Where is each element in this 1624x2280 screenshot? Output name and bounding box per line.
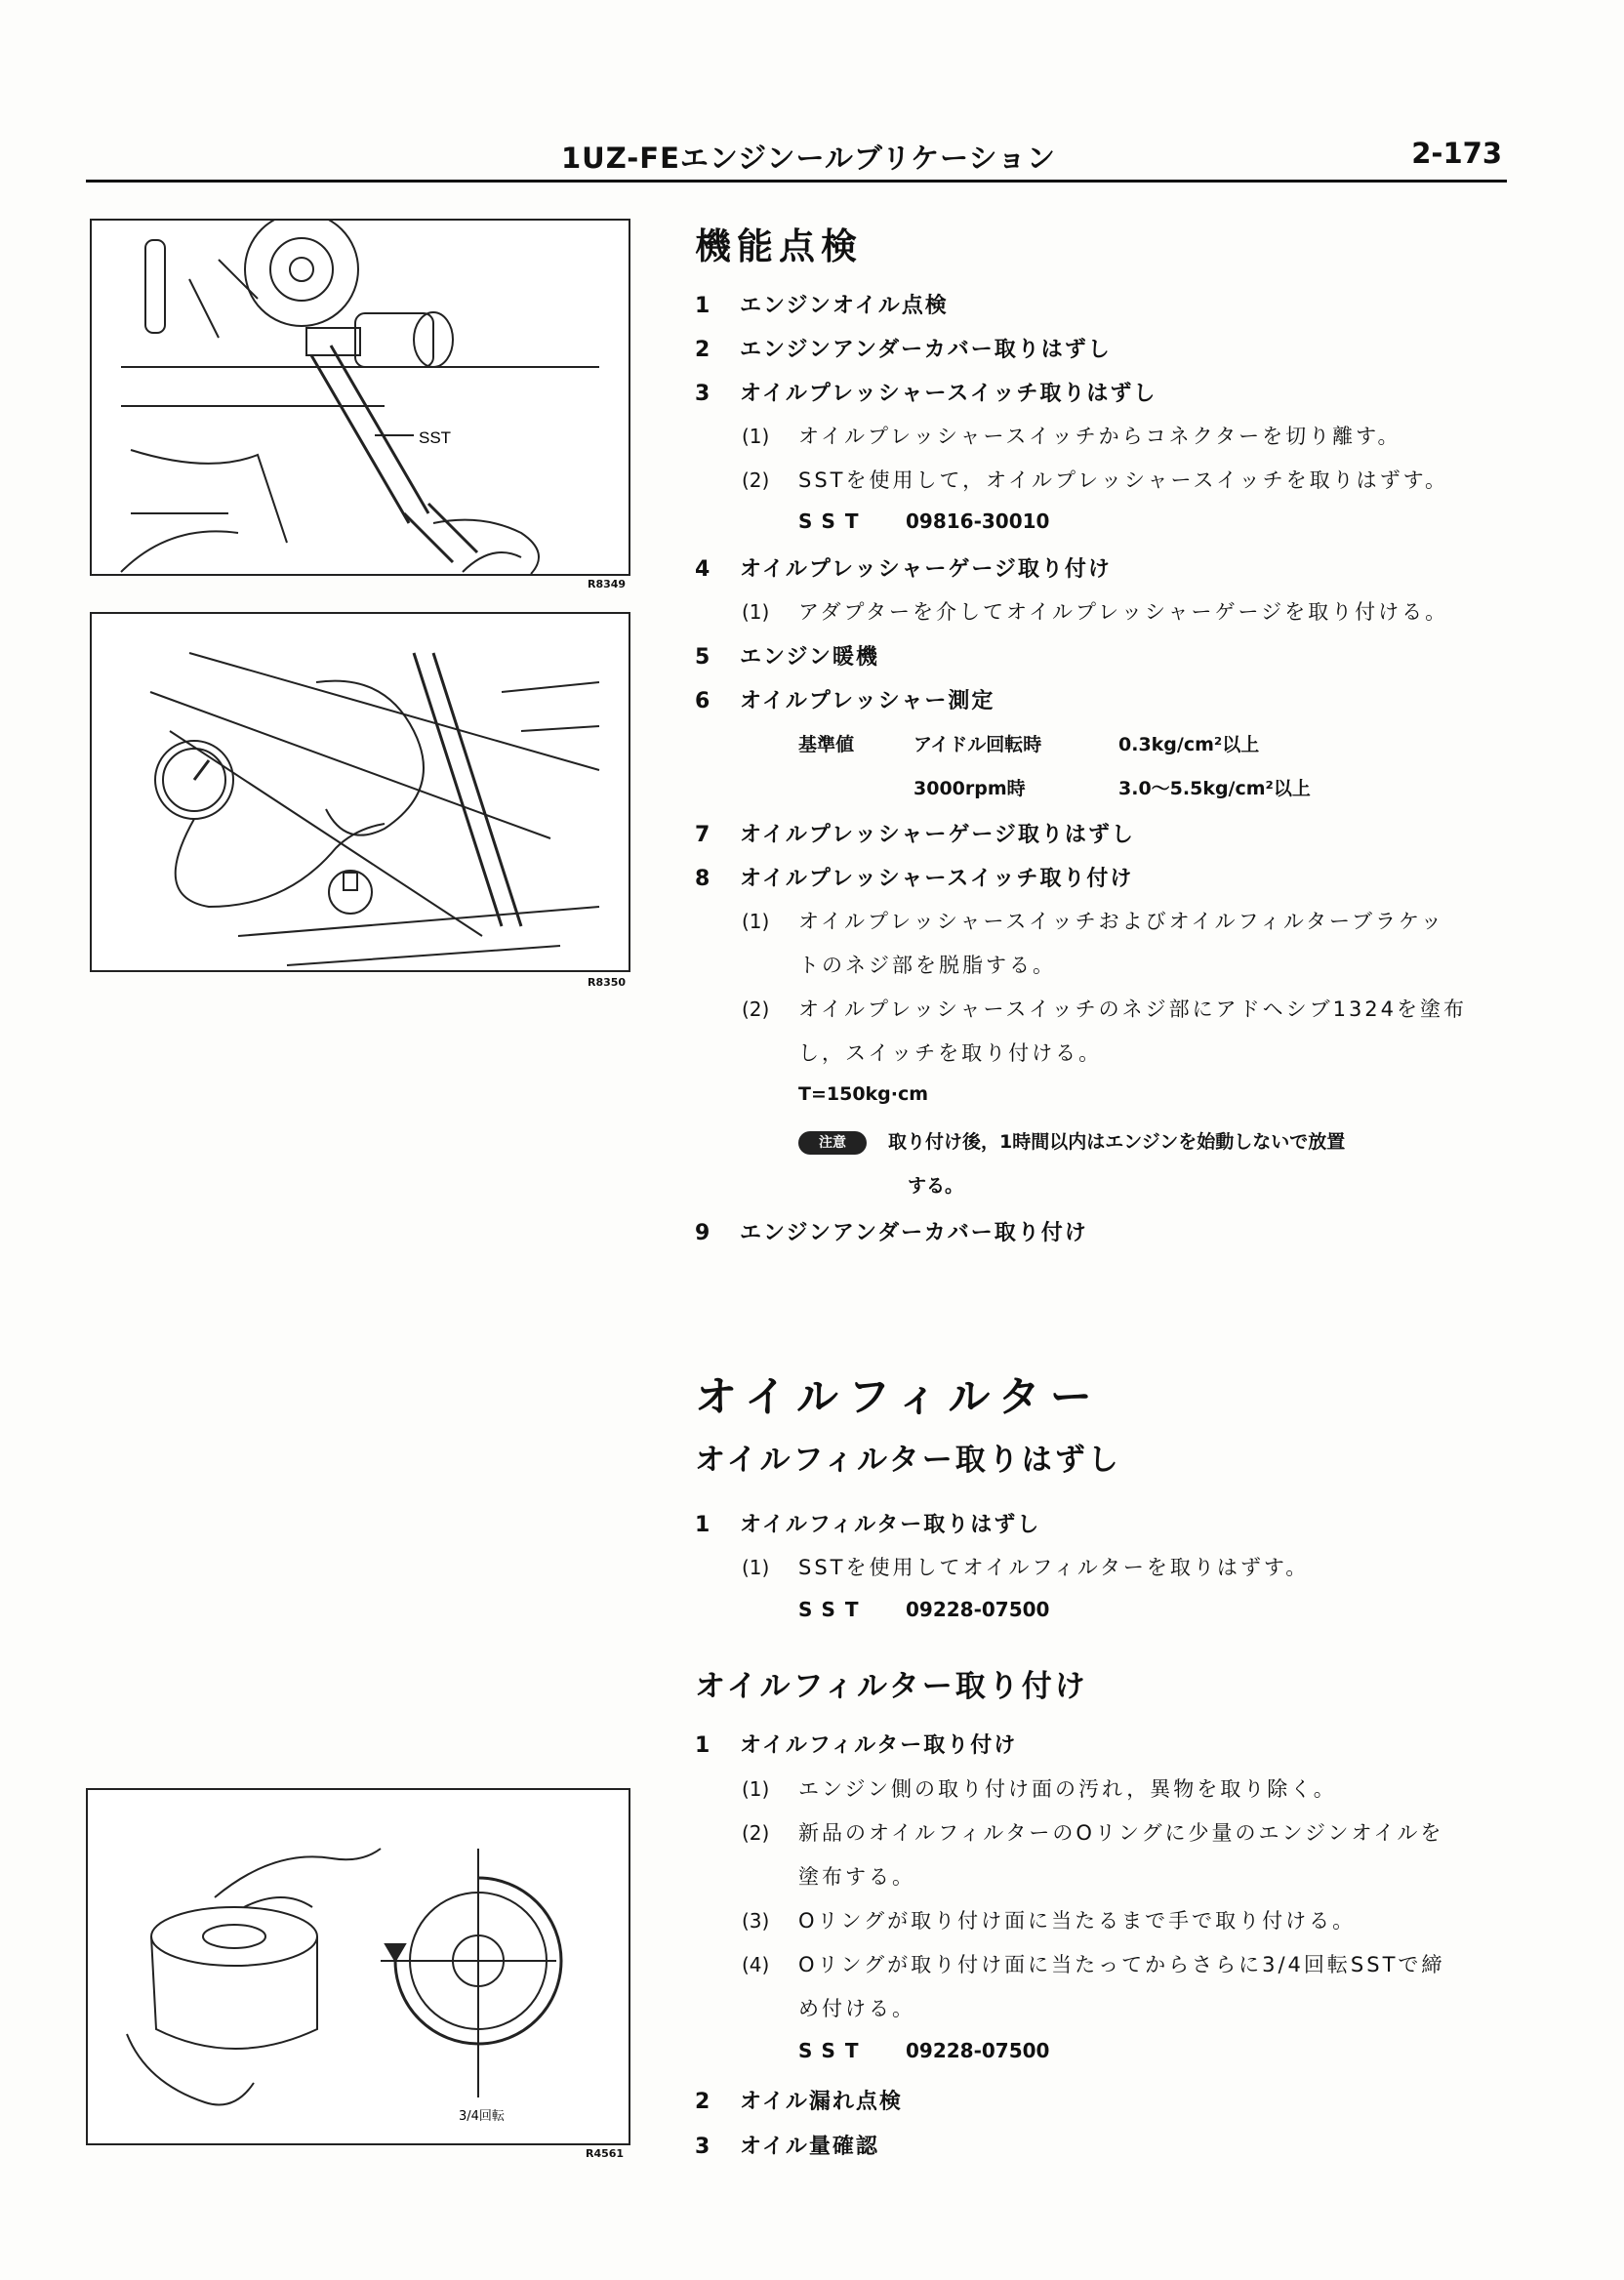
figure-3-label: 3/4回転 (459, 2109, 505, 2124)
engine-sst-illustration (92, 221, 629, 574)
step-2: 2 エンジンアンダーカバー取りはずし (695, 338, 1112, 362)
step-4-1: (1) アダプターを介してオイルプレッシャーゲージを取り付ける。 (742, 600, 1449, 624)
subsection-title-removal: オイルフィルター取りはずし (695, 1443, 1121, 1478)
install-step-1-1: (1) エンジン側の取り付け面の汚れ，異物を取り除く。 (742, 1777, 1337, 1801)
install-step-3: 3 オイル量確認 (695, 2135, 879, 2159)
section-title-function-check: 機能点検 (695, 225, 863, 267)
section-title-oil-filter: オイルフィルター (695, 1373, 1102, 1422)
sst-number-3: SST 09228-07500 (798, 2039, 1050, 2062)
figure-3-code: R4561 (586, 2147, 625, 2160)
step-6: 6 オイルプレッシャー測定 (695, 689, 995, 713)
figure-1-label: SST (419, 428, 452, 447)
install-step-1: 1 オイルフィルター取り付け (695, 1733, 1018, 1758)
caution-note: 注意 取り付け後，1時間以内はエンジンを始動しないで放置 (798, 1127, 1345, 1155)
install-step-1-3: (3) Oリングが取り付け面に当たるまで手で取り付ける。 (742, 1909, 1357, 1933)
removal-step-1: 1 オイルフィルター取りはずし (695, 1513, 1041, 1537)
removal-step-1-1: (1) SSTを使用してオイルフィルターを取りはずす。 (742, 1556, 1310, 1579)
step-3-1: (1) オイルプレッシャースイッチからコネクターを切り離す。 (742, 425, 1401, 448)
install-step-2: 2 オイル漏れ点検 (695, 2090, 903, 2114)
sst-number-2: SST 09228-07500 (798, 1598, 1050, 1621)
spec-3000rpm: 3000rpm時 3.0～5.5kg/cm²以上 (914, 778, 1311, 799)
step-8-2-cont: し，スイッチを取り付ける。 (798, 1041, 1103, 1065)
subsection-title-install: オイルフィルター取り付け (695, 1669, 1088, 1704)
step-8-2: (2) オイルプレッシャースイッチのネジ部にアドヘシブ1324を塗布 (742, 998, 1468, 1021)
step-8-1: (1) オイルプレッシャースイッチおよびオイルフィルターブラケッ (742, 910, 1444, 933)
running-header-title: 1UZ-FEエンジンールブリケーション (561, 142, 1056, 175)
figure-oil-pressure-gauge (90, 612, 630, 972)
spec-idle: 基準値 アイドル回転時 0.3kg/cm²以上 (798, 734, 1260, 755)
step-1: 1 エンジンオイル点検 (695, 294, 949, 318)
step-4: 4 オイルプレッシャーゲージ取り付け (695, 557, 1112, 582)
step-3-2: (2) SSTを使用して，オイルプレッシャースイッチを取りはずす。 (742, 468, 1448, 492)
caution-note-cont: する。 (908, 1175, 964, 1197)
step-7: 7 オイルプレッシャーゲージ取りはずし (695, 823, 1135, 847)
page-number: 2-173 (1411, 137, 1502, 170)
figure-oil-pressure-switch-removal (90, 219, 630, 576)
step-5: 5 エンジン暖機 (695, 645, 879, 670)
install-step-1-2: (2) 新品のオイルフィルターのOリングに少量のエンジンオイルを (742, 1821, 1444, 1845)
torque-spec: T=150kg·cm (798, 1083, 929, 1105)
header-rule (86, 180, 1507, 183)
install-step-1-4-cont: め付ける。 (798, 1997, 915, 2020)
oil-filter-illustration (88, 1790, 629, 2143)
figure-1-code: R8349 (588, 578, 627, 590)
pressure-gauge-illustration (92, 614, 629, 970)
sst-number-1: SST 09816-30010 (798, 509, 1050, 533)
step-8-1-cont: トのネジ部を脱脂する。 (798, 954, 1056, 977)
install-step-1-2-cont: 塗布する。 (798, 1865, 915, 1889)
step-8: 8 オイルプレッシャースイッチ取り付け (695, 867, 1134, 891)
caution-badge: 注意 (798, 1131, 867, 1155)
figure-oil-filter-install (86, 1788, 630, 2145)
figure-2-code: R8350 (588, 976, 627, 989)
step-9: 9 エンジンアンダーカバー取り付け (695, 1221, 1088, 1245)
install-step-1-4: (4) Oリングが取り付け面に当たってからさらに3/4回転SSTで締 (742, 1953, 1445, 1976)
step-3: 3 オイルプレッシャースイッチ取りはずし (695, 382, 1157, 406)
